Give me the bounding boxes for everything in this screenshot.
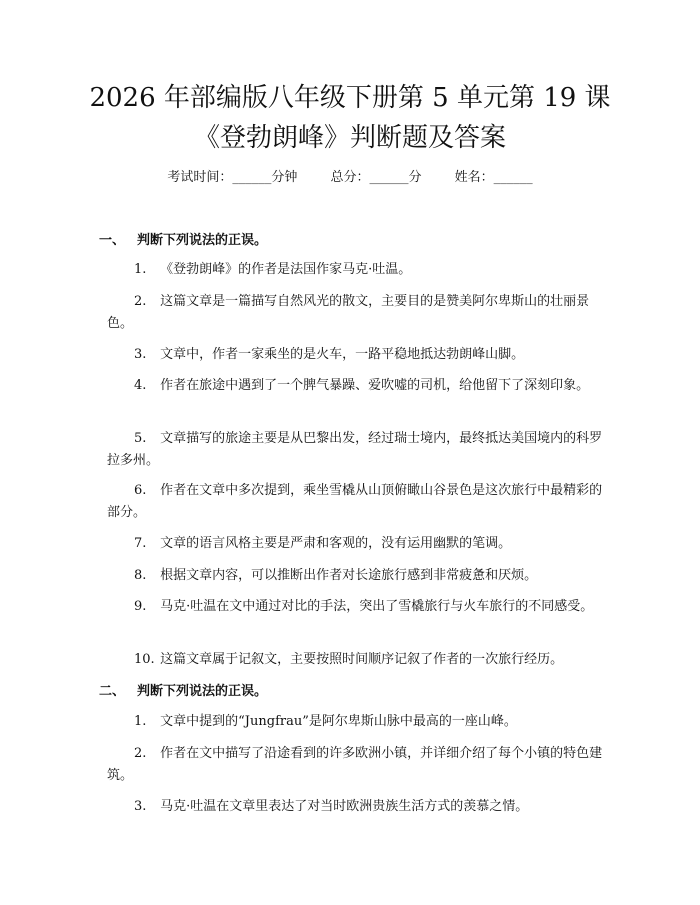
question-item bbox=[107, 259, 605, 281]
question-item bbox=[107, 796, 605, 818]
question-item bbox=[107, 743, 605, 787]
question-number: 3. bbox=[134, 347, 147, 362]
question-text: 马克·吐温在文中通过对比的手法，突出了雪橇旅行与火车旅行的不同感受。 bbox=[160, 599, 594, 614]
section-heading bbox=[99, 683, 267, 701]
total-score-field: 总分：______分 bbox=[330, 170, 422, 185]
question-text: 文章描写的旅途主要是从巴黎出发，经过瑞士境内，最终抵达美国境内的科罗拉多州。 bbox=[107, 431, 603, 468]
section-number: 一、 bbox=[99, 233, 126, 248]
section-number: 二、 bbox=[99, 684, 126, 699]
question-text: 《登勃朗峰》的作者是法国作家马克·吐温。 bbox=[160, 262, 412, 277]
question-item bbox=[107, 565, 605, 587]
question-number: 5. bbox=[134, 431, 147, 446]
section-title: 判断下列说法的正误。 bbox=[137, 233, 268, 248]
question-text: 这篇文章属于记叙文，主要按照时间顺序记叙了作者的一次旅行经历。 bbox=[160, 652, 564, 667]
exam-meta bbox=[0, 169, 700, 187]
question-item bbox=[107, 344, 605, 366]
question-number: 6. bbox=[134, 483, 147, 498]
question-item bbox=[107, 428, 605, 472]
question-number: 1. bbox=[134, 262, 147, 277]
question-text: 作者在旅途中遇到了一个脾气暴躁、爱吹嘘的司机，给他留下了深刻印象。 bbox=[160, 378, 590, 393]
question-number: 4. bbox=[134, 378, 147, 393]
question-number: 2. bbox=[134, 746, 147, 761]
question-number: 2. bbox=[134, 294, 147, 309]
question-item bbox=[107, 649, 605, 671]
question-item bbox=[107, 711, 605, 733]
section-title: 判断下列说法的正误。 bbox=[137, 684, 268, 699]
question-text: 根据文章内容，可以推断出作者对长途旅行感到非常疲惫和厌烦。 bbox=[160, 568, 538, 583]
name-field: 姓名：______ bbox=[454, 170, 533, 185]
question-item bbox=[107, 291, 605, 335]
question-text: 作者在文中描写了沿途看到的许多欧洲小镇，并详细介绍了每个小镇的特色建筑。 bbox=[107, 746, 603, 783]
question-text: 文章的语言风格主要是严肃和客观的，没有运用幽默的笔调。 bbox=[160, 536, 512, 551]
section-heading bbox=[99, 232, 267, 250]
question-item bbox=[107, 533, 605, 555]
question-number: 10. bbox=[134, 652, 155, 667]
question-item bbox=[107, 375, 605, 397]
question-text: 马克·吐温在文章里表达了对当时欧洲贵族生活方式的羡慕之情。 bbox=[160, 799, 529, 814]
page-title-line-2: 《登勃朗峰》判断题及答案 bbox=[193, 123, 506, 153]
page-title-line-1: 2026 年部编版八年级下册第 5 单元第 19 课 bbox=[89, 83, 611, 113]
question-number: 3. bbox=[134, 799, 147, 814]
question-text: 作者在文章中多次提到，乘坐雪橇从山顶俯瞰山谷景色是这次旅行中最精彩的部分。 bbox=[107, 483, 603, 520]
question-text: 文章中，作者一家乘坐的是火车，一路平稳地抵达勃朗峰山脚。 bbox=[160, 347, 525, 362]
question-item bbox=[107, 480, 605, 524]
exam-time-field: 考试时间：______分钟 bbox=[167, 170, 298, 185]
question-number: 9. bbox=[134, 599, 147, 614]
question-number: 7. bbox=[134, 536, 147, 551]
question-number: 1. bbox=[134, 714, 147, 729]
question-item bbox=[107, 596, 605, 618]
question-number: 8. bbox=[134, 568, 147, 583]
question-text: 文章中提到的“Jungfrau”是阿尔卑斯山脉中最高的一座山峰。 bbox=[160, 714, 517, 729]
question-text: 这篇文章是一篇描写自然风光的散文，主要目的是赞美阿尔卑斯山的壮丽景色。 bbox=[107, 294, 590, 331]
